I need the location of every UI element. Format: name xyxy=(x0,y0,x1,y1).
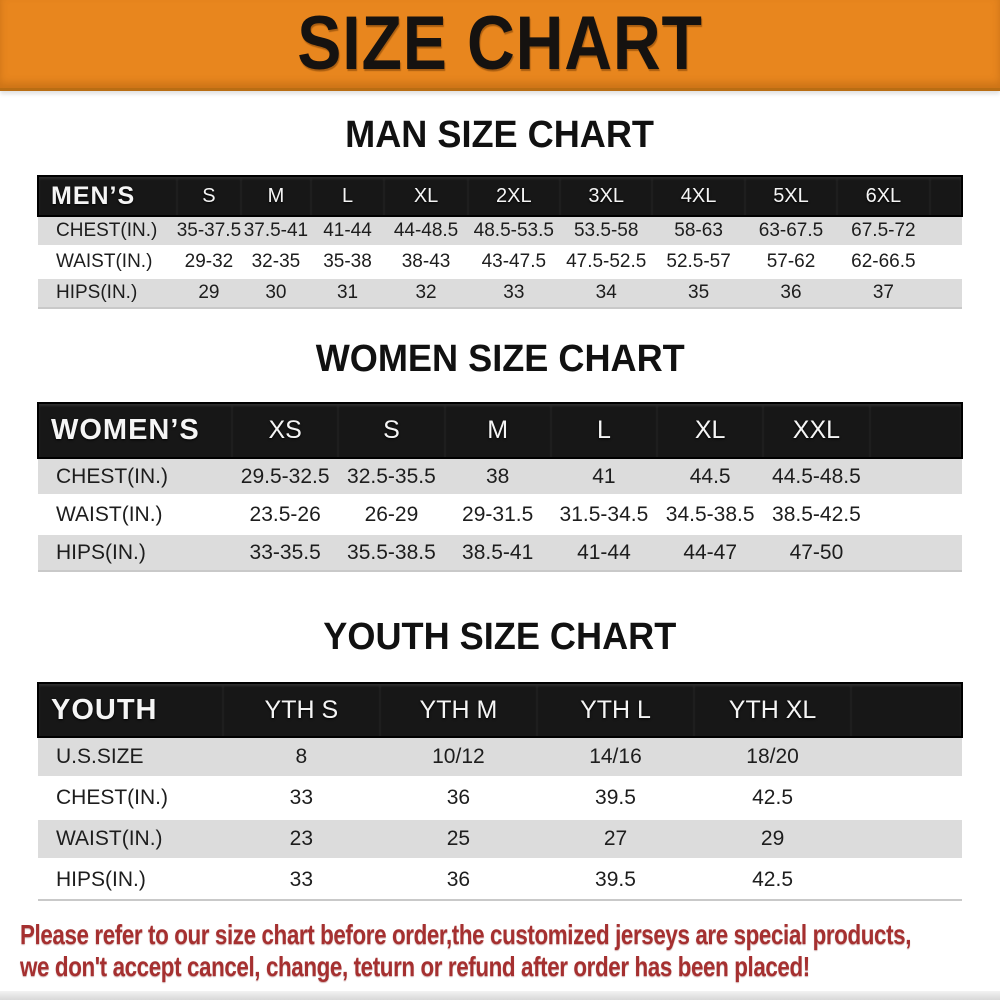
size-value-cell: 57-62 xyxy=(745,247,837,278)
size-value-cell: 29 xyxy=(177,278,242,309)
size-value-cell: 25 xyxy=(380,819,537,860)
size-value-cell: 36 xyxy=(745,278,837,309)
size-column-header: YTH M xyxy=(380,683,537,737)
size-value-cell: 10/12 xyxy=(380,737,537,778)
youth-section-heading xyxy=(0,618,1000,656)
size-column-header: YTH XL xyxy=(694,683,851,737)
size-value-cell: 35.5-38.5 xyxy=(338,534,444,572)
size-value-cell: 47.5-52.5 xyxy=(560,247,652,278)
size-value-cell: 33-35.5 xyxy=(232,534,338,572)
row-label-cell: HIPS(IN.) xyxy=(38,534,232,572)
size-value-cell: 27 xyxy=(537,819,694,860)
size-value-cell: 67.5-72 xyxy=(837,216,929,247)
size-value-cell: 32 xyxy=(384,278,467,309)
disclaimer-line-2: we don't accept cancel, change, teturn or refund after order has been placed! xyxy=(20,951,810,982)
size-column-header: XL xyxy=(384,176,467,216)
spacer-cell xyxy=(930,216,962,247)
size-column-header: YTH L xyxy=(537,683,694,737)
size-value-cell: 32-35 xyxy=(241,247,310,278)
size-column-header: 2XL xyxy=(468,176,560,216)
size-value-cell: 29 xyxy=(694,819,851,860)
row-label-cell: WAIST(IN.) xyxy=(38,819,223,860)
size-value-cell: 35-38 xyxy=(311,247,385,278)
measurement-row xyxy=(38,534,962,572)
men-section-heading-text: MAN SIZE CHART xyxy=(345,114,655,156)
size-value-cell: 35-37.5 xyxy=(177,216,242,247)
measurement-row xyxy=(38,496,962,534)
size-column-header: 4XL xyxy=(652,176,744,216)
mens-size-table xyxy=(37,175,963,309)
size-value-cell: 44-47 xyxy=(657,534,763,572)
size-value-cell: 35 xyxy=(652,278,744,309)
size-column-header: M xyxy=(241,176,310,216)
size-value-cell: 44-48.5 xyxy=(384,216,467,247)
size-column-header: XS xyxy=(232,403,338,458)
size-value-cell: 58-63 xyxy=(652,216,744,247)
size-value-cell: 33 xyxy=(223,778,380,819)
size-value-cell: 29.5-32.5 xyxy=(232,458,338,496)
size-value-cell: 38-43 xyxy=(384,247,467,278)
table-title-cell: MEN’S xyxy=(38,176,177,216)
spacer-cell xyxy=(851,860,962,901)
size-value-cell: 34.5-38.5 xyxy=(657,496,763,534)
size-column-header: M xyxy=(445,403,551,458)
size-value-cell: 42.5 xyxy=(694,778,851,819)
row-label-cell: WAIST(IN.) xyxy=(38,247,177,278)
spacer-cell xyxy=(870,403,962,458)
spacer-cell xyxy=(930,176,962,216)
women-section-heading xyxy=(0,340,1000,378)
spacer-cell xyxy=(851,737,962,778)
size-value-cell: 63-67.5 xyxy=(745,216,837,247)
size-column-header: XXL xyxy=(763,403,869,458)
row-label-cell: CHEST(IN.) xyxy=(38,778,223,819)
size-value-cell: 33 xyxy=(223,860,380,901)
size-value-cell: 44.5-48.5 xyxy=(763,458,869,496)
table-title-cell: YOUTH xyxy=(38,683,223,737)
row-label-cell: HIPS(IN.) xyxy=(38,278,177,309)
measurement-row xyxy=(38,458,962,496)
size-value-cell: 33 xyxy=(468,278,560,309)
order-disclaimer xyxy=(20,919,1000,983)
size-column-header: L xyxy=(311,176,385,216)
size-value-cell: 36 xyxy=(380,778,537,819)
measurement-row xyxy=(38,819,962,860)
spacer-cell xyxy=(851,778,962,819)
measurement-row xyxy=(38,860,962,901)
size-value-cell: 39.5 xyxy=(537,778,694,819)
row-label-cell: WAIST(IN.) xyxy=(38,496,232,534)
youth-size-table xyxy=(37,682,963,901)
youth-section-heading-text: YOUTH SIZE CHART xyxy=(323,616,677,658)
size-value-cell: 29-32 xyxy=(177,247,242,278)
women-section-heading-text: WOMEN SIZE CHART xyxy=(315,338,685,380)
row-label-cell: CHEST(IN.) xyxy=(38,458,232,496)
size-value-cell: 37 xyxy=(837,278,929,309)
size-value-cell: 32.5-35.5 xyxy=(338,458,444,496)
size-value-cell: 52.5-57 xyxy=(652,247,744,278)
size-value-cell: 26-29 xyxy=(338,496,444,534)
bottom-edge-strip xyxy=(0,991,1000,1000)
size-value-cell: 44.5 xyxy=(657,458,763,496)
womens-size-table xyxy=(37,402,963,572)
size-chart-banner xyxy=(0,0,1000,91)
spacer-cell xyxy=(870,496,962,534)
spacer-cell xyxy=(870,458,962,496)
size-column-header: L xyxy=(551,403,657,458)
spacer-cell xyxy=(851,683,962,737)
size-value-cell: 41-44 xyxy=(551,534,657,572)
size-value-cell: 34 xyxy=(560,278,652,309)
row-label-cell: U.S.SIZE xyxy=(38,737,223,778)
size-column-header: 5XL xyxy=(745,176,837,216)
spacer-cell xyxy=(870,534,962,572)
size-column-header: S xyxy=(338,403,444,458)
row-label-cell: HIPS(IN.) xyxy=(38,860,223,901)
size-value-cell: 29-31.5 xyxy=(445,496,551,534)
measurement-row xyxy=(38,278,962,309)
size-value-cell: 39.5 xyxy=(537,860,694,901)
size-value-cell: 37.5-41 xyxy=(241,216,310,247)
size-value-cell: 36 xyxy=(380,860,537,901)
men-section-heading xyxy=(0,116,1000,154)
row-label-cell: CHEST(IN.) xyxy=(38,216,177,247)
size-value-cell: 62-66.5 xyxy=(837,247,929,278)
size-column-header: 3XL xyxy=(560,176,652,216)
measurement-row xyxy=(38,247,962,278)
size-value-cell: 53.5-58 xyxy=(560,216,652,247)
table-header-row xyxy=(38,176,962,216)
disclaimer-line-1: Please refer to our size chart before order,the customized jerseys are special products, xyxy=(20,919,912,950)
size-value-cell: 42.5 xyxy=(694,860,851,901)
size-value-cell: 31 xyxy=(311,278,385,309)
measurement-row xyxy=(38,778,962,819)
size-value-cell: 38.5-42.5 xyxy=(763,496,869,534)
size-value-cell: 38.5-41 xyxy=(445,534,551,572)
size-value-cell: 23.5-26 xyxy=(232,496,338,534)
size-value-cell: 43-47.5 xyxy=(468,247,560,278)
size-value-cell: 38 xyxy=(445,458,551,496)
size-value-cell: 47-50 xyxy=(763,534,869,572)
table-header-row xyxy=(38,683,962,737)
size-value-cell: 30 xyxy=(241,278,310,309)
spacer-cell xyxy=(851,819,962,860)
spacer-cell xyxy=(930,247,962,278)
size-value-cell: 48.5-53.5 xyxy=(468,216,560,247)
size-column-header: S xyxy=(177,176,242,216)
size-value-cell: 23 xyxy=(223,819,380,860)
size-column-header: 6XL xyxy=(837,176,929,216)
size-value-cell: 41-44 xyxy=(311,216,385,247)
size-value-cell: 31.5-34.5 xyxy=(551,496,657,534)
spacer-cell xyxy=(930,278,962,309)
table-title-cell: WOMEN’S xyxy=(38,403,232,458)
size-value-cell: 18/20 xyxy=(694,737,851,778)
measurement-row xyxy=(38,737,962,778)
table-header-row xyxy=(38,403,962,458)
size-value-cell: 41 xyxy=(551,458,657,496)
size-value-cell: 8 xyxy=(223,737,380,778)
banner-title: SIZE CHART xyxy=(297,1,703,86)
size-column-header: YTH S xyxy=(223,683,380,737)
size-column-header: XL xyxy=(657,403,763,458)
measurement-row xyxy=(38,216,962,247)
size-value-cell: 14/16 xyxy=(537,737,694,778)
